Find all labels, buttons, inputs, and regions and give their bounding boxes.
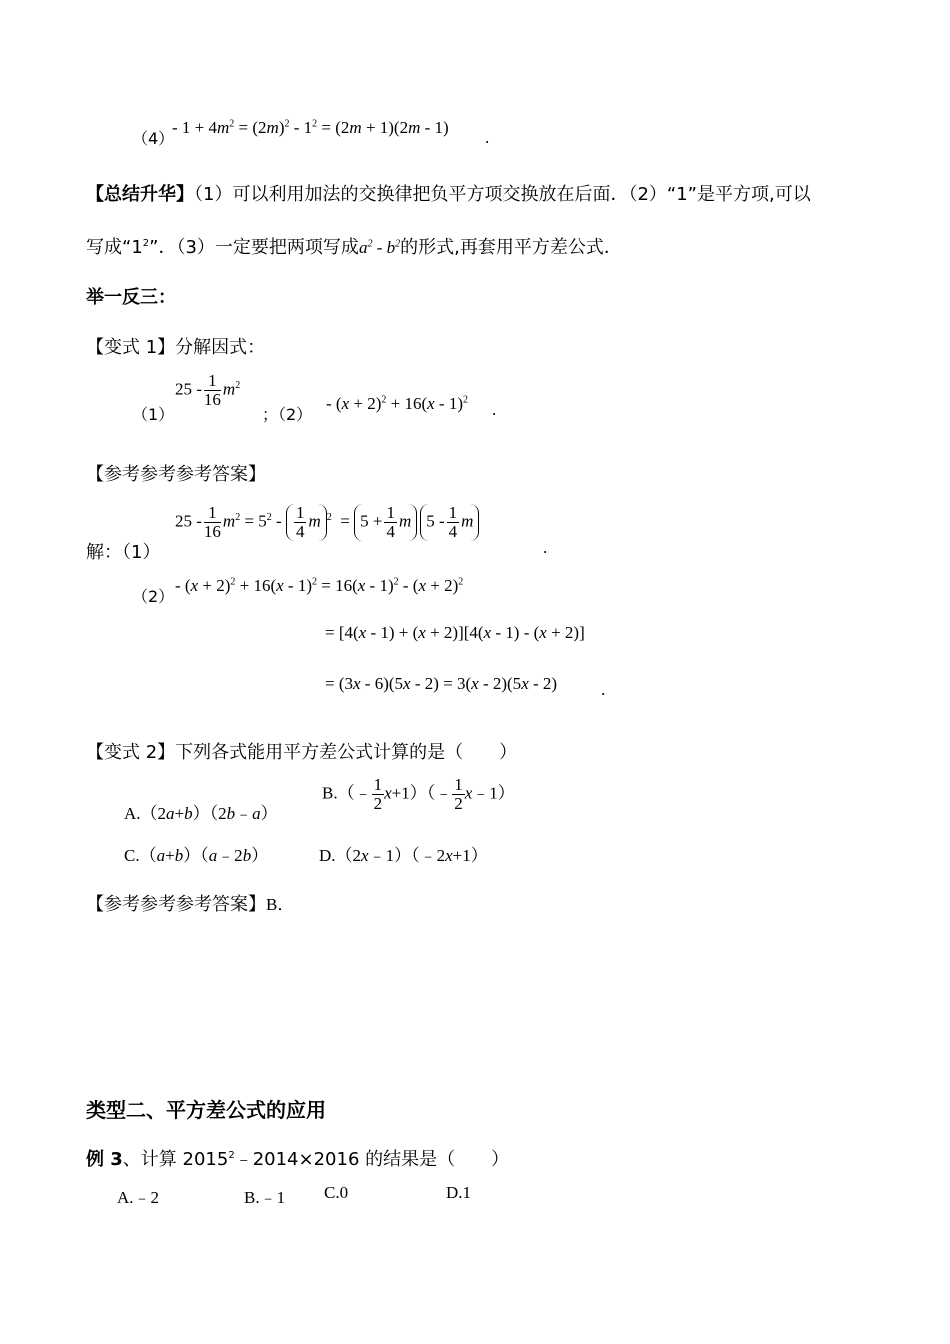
variant2-optA: A.（2a+b）（2b﹣a） bbox=[124, 804, 278, 823]
answer1-end4: . bbox=[601, 680, 606, 699]
variant1-end: . bbox=[492, 400, 497, 419]
variant1-p1-label: （1） bbox=[132, 405, 175, 424]
answer1-p2-label: （2） bbox=[132, 587, 175, 606]
answer1-step2: - $(x + 2)^2 + 16(x - 1)^2 = 16(x - 1)^2 - (x + 2)^2$ bbox=[175, 576, 464, 595]
answer1-title: 【参考参考参考答案】 bbox=[86, 464, 266, 485]
answer1-solve-label: 解：（1） bbox=[86, 542, 161, 563]
answer2-line bbox=[86, 890, 294, 916]
variant1-sep: ；（2） bbox=[262, 405, 313, 424]
example3-label: 例 3 bbox=[86, 1149, 123, 1170]
example3-option-a: A.﹣2 bbox=[117, 1188, 160, 1207]
jyfs-heading: 举一反三： bbox=[86, 287, 176, 308]
answer2-value: B． bbox=[266, 895, 295, 914]
variant1-p1-expr: 25 - $\frac{1}{16}$ $m^2$ bbox=[175, 371, 241, 409]
summary-heading: 【总结升华】 bbox=[86, 184, 194, 205]
variant1-p2-expr: - $(x + 2)^2 + 16(x - 1)^2$ bbox=[326, 394, 468, 413]
variant2-optD: D.（2x﹣1）（﹣2x+1） bbox=[319, 846, 488, 865]
example3-line bbox=[86, 1145, 509, 1171]
answer1-step3: = [4(x - 1) + (x + 2)][4(x - 1) - (x + 2)] bbox=[325, 623, 585, 642]
variant2-optB: B.（﹣ $\frac{1}{2}$ x+1）（﹣ $\frac{1}{2}$ x﹣1） bbox=[322, 775, 515, 813]
answer1-end1: . bbox=[543, 538, 548, 557]
summary-line1: （1）可以利用加法的交换律把负平方项交换放在后面．（2）“1”是平方项,可以 bbox=[194, 184, 811, 205]
example3-option-c: C.0 bbox=[324, 1183, 349, 1202]
example3-text: 、计算 $2015^2﹣2014\times 2016$ 的结果是（ ） bbox=[122, 1149, 510, 1170]
summary-paragraph bbox=[86, 180, 811, 206]
summary-line2: 写成“$1^2$”．（3）一定要把两项写成$a^2 - b^2$的形式,再套用平方差公式． bbox=[86, 237, 622, 258]
answer1-step4: = (3x - 6)(5x - 2) = 3(x - 2)(5x - 2) bbox=[325, 674, 558, 693]
item4-label: （4） bbox=[132, 129, 175, 148]
variant1-title: 【变式 1】分解因式： bbox=[86, 337, 266, 358]
answer1-step1: 25 - $\frac{1}{16}$ $m^2 = 5^2$ - $\frac{1}{4}$ m $^2$ = 5 + $\frac{1}{4}$ m 5 - $\frac{1}{4}$ m bbox=[175, 504, 479, 541]
item4-expr: - $1 + 4m^2 = (2m)^2 - 1^2 = (2m + 1)(2m - 1)$ bbox=[172, 118, 449, 137]
section2-heading: 类型二、平方差公式的应用 bbox=[86, 1098, 326, 1122]
summary-formula: $a^2 - b^2$ bbox=[358, 238, 401, 257]
variant2-optC: C.（a+b）（a﹣2b） bbox=[124, 846, 269, 865]
example3-option-d: D.1 bbox=[446, 1183, 472, 1202]
item4-end: . bbox=[485, 128, 490, 147]
answer2-title: 【参考参考参考答案】 bbox=[86, 894, 266, 915]
example3-option-b: B.﹣1 bbox=[244, 1188, 286, 1207]
variant2-title: 【变式 2】下列各式能用平方差公式计算的是（ ） bbox=[86, 742, 518, 763]
